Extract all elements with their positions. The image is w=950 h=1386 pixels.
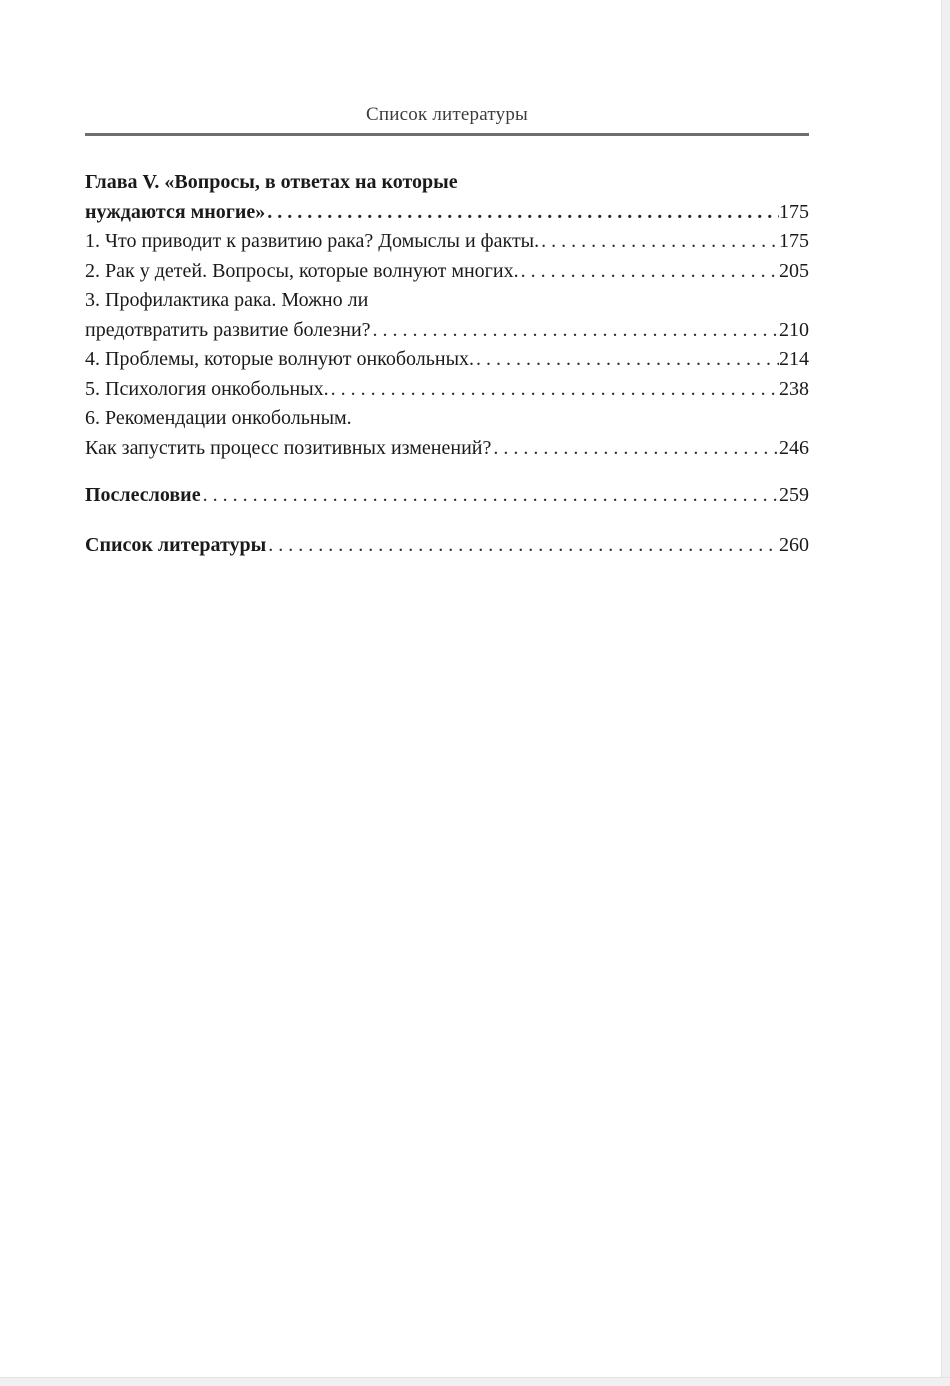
dot-leader [265, 198, 779, 228]
toc-entry-3 [85, 286, 809, 345]
toc-entry-title: 1. Что приводит к развитию рака? Домыслы и факты. [85, 230, 540, 252]
toc-entry-bibliography [85, 531, 809, 561]
toc-entry-title: 2. Рак у детей. Вопросы, которые волнуют многих. [85, 259, 519, 282]
dot-leader [329, 375, 779, 405]
toc-entry-title: 3. Профилактика рака. Можно ли [85, 289, 369, 311]
toc-page-number: 238 [779, 377, 809, 400]
page-right-edge [941, 0, 950, 1386]
toc-entry-title: 5. Психология онкобольных. [85, 377, 329, 400]
toc-page-number: 175 [779, 200, 809, 223]
page-bottom-edge [0, 1377, 950, 1386]
toc-entry-title: предотвратить развитие болезни? [85, 318, 371, 341]
toc-entry-4 [85, 345, 809, 375]
toc-entry-5 [85, 375, 809, 405]
toc-entry-title: Список литературы [85, 533, 267, 556]
toc-entry-title: 4. Проблемы, которые волнуют онкобольных. [85, 348, 475, 370]
running-header: Список литературы [366, 104, 528, 125]
dot-leader [519, 257, 779, 287]
dot-leader [371, 316, 779, 346]
toc-page-number: 175 [779, 230, 809, 252]
header-rule [85, 133, 809, 136]
toc-page-number: 259 [779, 484, 809, 506]
toc-page-number: 260 [779, 533, 809, 556]
toc-page-number: 210 [779, 318, 809, 341]
toc-entry-6 [85, 404, 809, 463]
table-of-contents [85, 168, 809, 560]
toc-page-number: 214 [779, 348, 809, 370]
dot-leader [474, 345, 779, 375]
toc-entry-title: Послесловие [85, 484, 201, 506]
dot-leader [491, 434, 779, 464]
toc-page-number: 205 [779, 259, 809, 282]
dot-leader [539, 227, 779, 257]
toc-entry-title: 6. Рекомендации онкобольным. [85, 407, 352, 429]
toc-entry-chapter-5 [85, 168, 809, 227]
toc-entry-title: нуждаются многие» [85, 200, 266, 223]
toc-entry-afterword [85, 481, 809, 511]
toc-entry-2 [85, 257, 809, 287]
dot-leader [201, 481, 779, 511]
toc-page-number: 246 [779, 436, 809, 459]
toc-entry-1 [85, 227, 809, 257]
dot-leader [266, 531, 779, 561]
toc-entry-title: Как запустить процесс позитивных изменений? [85, 436, 492, 459]
toc-entry-title: Глава V. «Вопросы, в ответах на которые [85, 171, 458, 193]
